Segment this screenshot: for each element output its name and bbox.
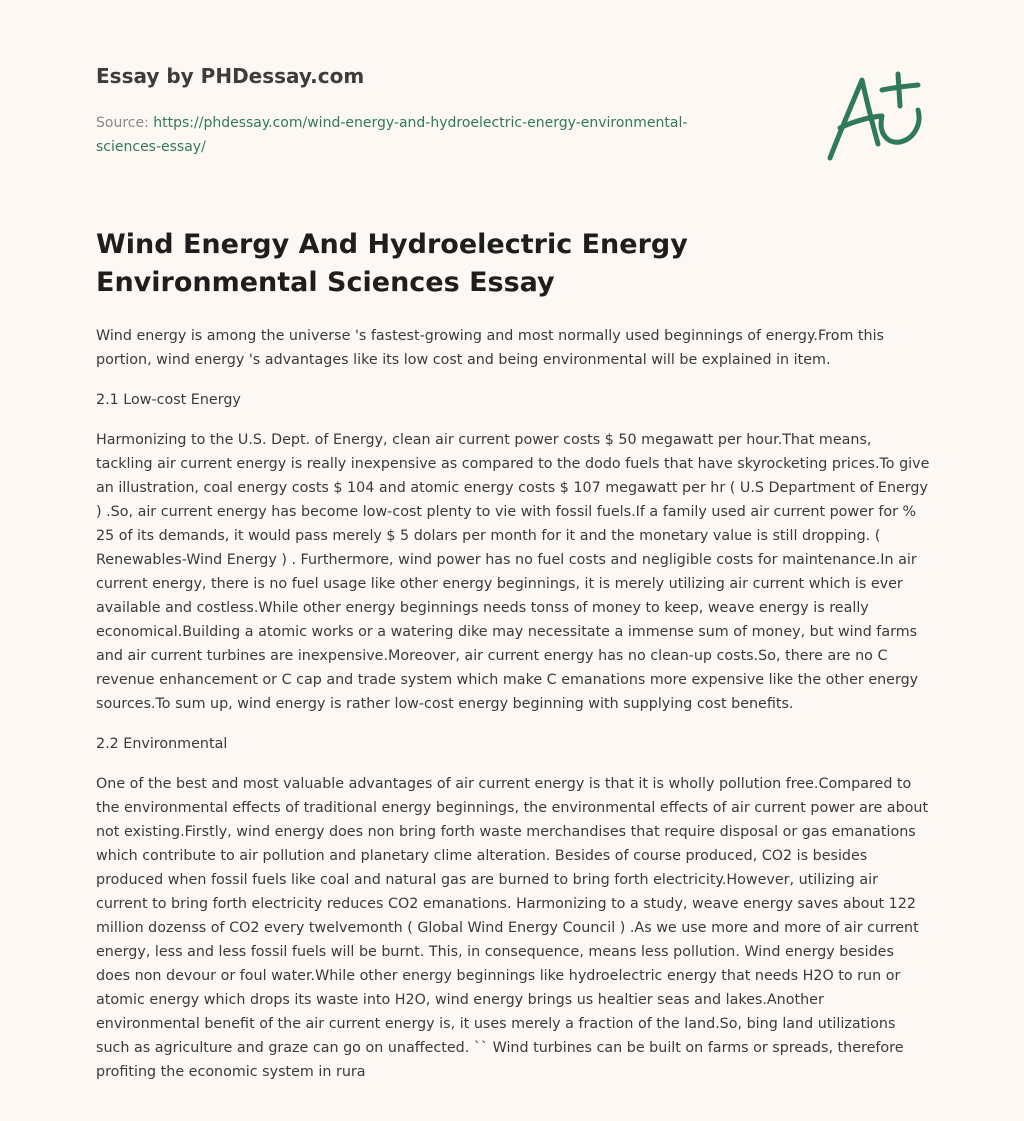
- a-plus-grade-icon: [818, 64, 930, 168]
- section-heading-environmental: 2.2 Environmental: [96, 736, 228, 752]
- source-label: Source:: [96, 115, 154, 131]
- intro-paragraph: Wind energy is among the universe 's fastest-growing and most normally used beginnings of energy.From this portion, wind energy 's advantages like its low cost and being environmental will be explained in item.: [96, 328, 885, 368]
- source-line: [96, 111, 736, 159]
- section-body-low-cost: Harmonizing to the U.S. Dept. of Energy, clean air current power costs $ 50 megawatt per hour.That means, tackling air current energy is really inexpensive as compared to the dodo fuels that have skyrocketing prices.To give an illustration, coal energy costs $ 104 and atomic energy costs $ 107 megawatt per hr ( U.S Department of Energy ) .So, air current energy has become low-cost plenty to vie with fossil fuels.If a family used air current power for % 25 of its demands, it would pass merely $ 5 dolars per month for it and the monetary value is still dropping. ( Renewables-Wind Energy ) . Furthermore, wind power has no fuel costs and negligible costs for maintenance.In air current energy, there is no fuel usage like other energy beginnings, it is merely utilizing air current which is ever available and costless.While other energy beginnings needs tonss of money to keep, weave energy is really economical.Building a atomic works or a watering dike may necessitate a immense sum of money, but wind farms and air current turbines are inexpensive.Moreover, air current energy has no clean-up costs.So, there are no C revenue enhancement or C cap and trade system which make C emanations more expensive like the other energy sources.To sum up, wind energy is rather low-cost energy beginning with supplying cost benefits.: [96, 432, 930, 712]
- site-title: Essay by PHDessay.com: [96, 64, 365, 88]
- essay-title: Wind Energy And Hydroelectric Energy Environmental Sciences Essay: [96, 229, 688, 298]
- essay-body: [96, 324, 932, 1100]
- source-link[interactable]: https://phdessay.com/wind-energy-and-hydroelectric-energy-environmental-sciences-essay/: [96, 115, 688, 155]
- section-heading-low-cost: 2.1 Low-cost Energy: [96, 392, 241, 408]
- section-body-environmental: One of the best and most valuable advantages of air current energy is that it is wholly pollution free.Compared to the environmental effects of traditional energy beginnings, the environmental effects of air current power are about not existing.Firstly, wind energy does non bring forth waste merchandises that require disposal or gas emanations which contribute to air pollution and planetary clime alteration. Besides of course produced, CO2 is besides produced when fossil fuels like coal and natural gas are burned to bring forth electricity.However, utilizing air current to bring forth electricity reduces CO2 emanations. Harmonizing to a study, weave energy saves about 122 million dozenss of CO2 every twelvemonth ( Global Wind Energy Council ) .As we use more and more of air current energy, less and less fossil fuels will be burnt. This, in consequence, means less pollution. Wind energy besides does non devour or foul water.While other energy beginnings like hydroelectric energy that needs H2O to run or atomic energy which drops its waste into H2O, wind energy brings us healtier seas and lakes.Another environmental benefit of the air current energy is, it uses merely a fraction of the land.So, bing land utilizations such as agriculture and graze can go on unaffected. `` Wind turbines can be built on farms or spreads, therefore profiting the economic system in rura: [96, 776, 929, 1080]
